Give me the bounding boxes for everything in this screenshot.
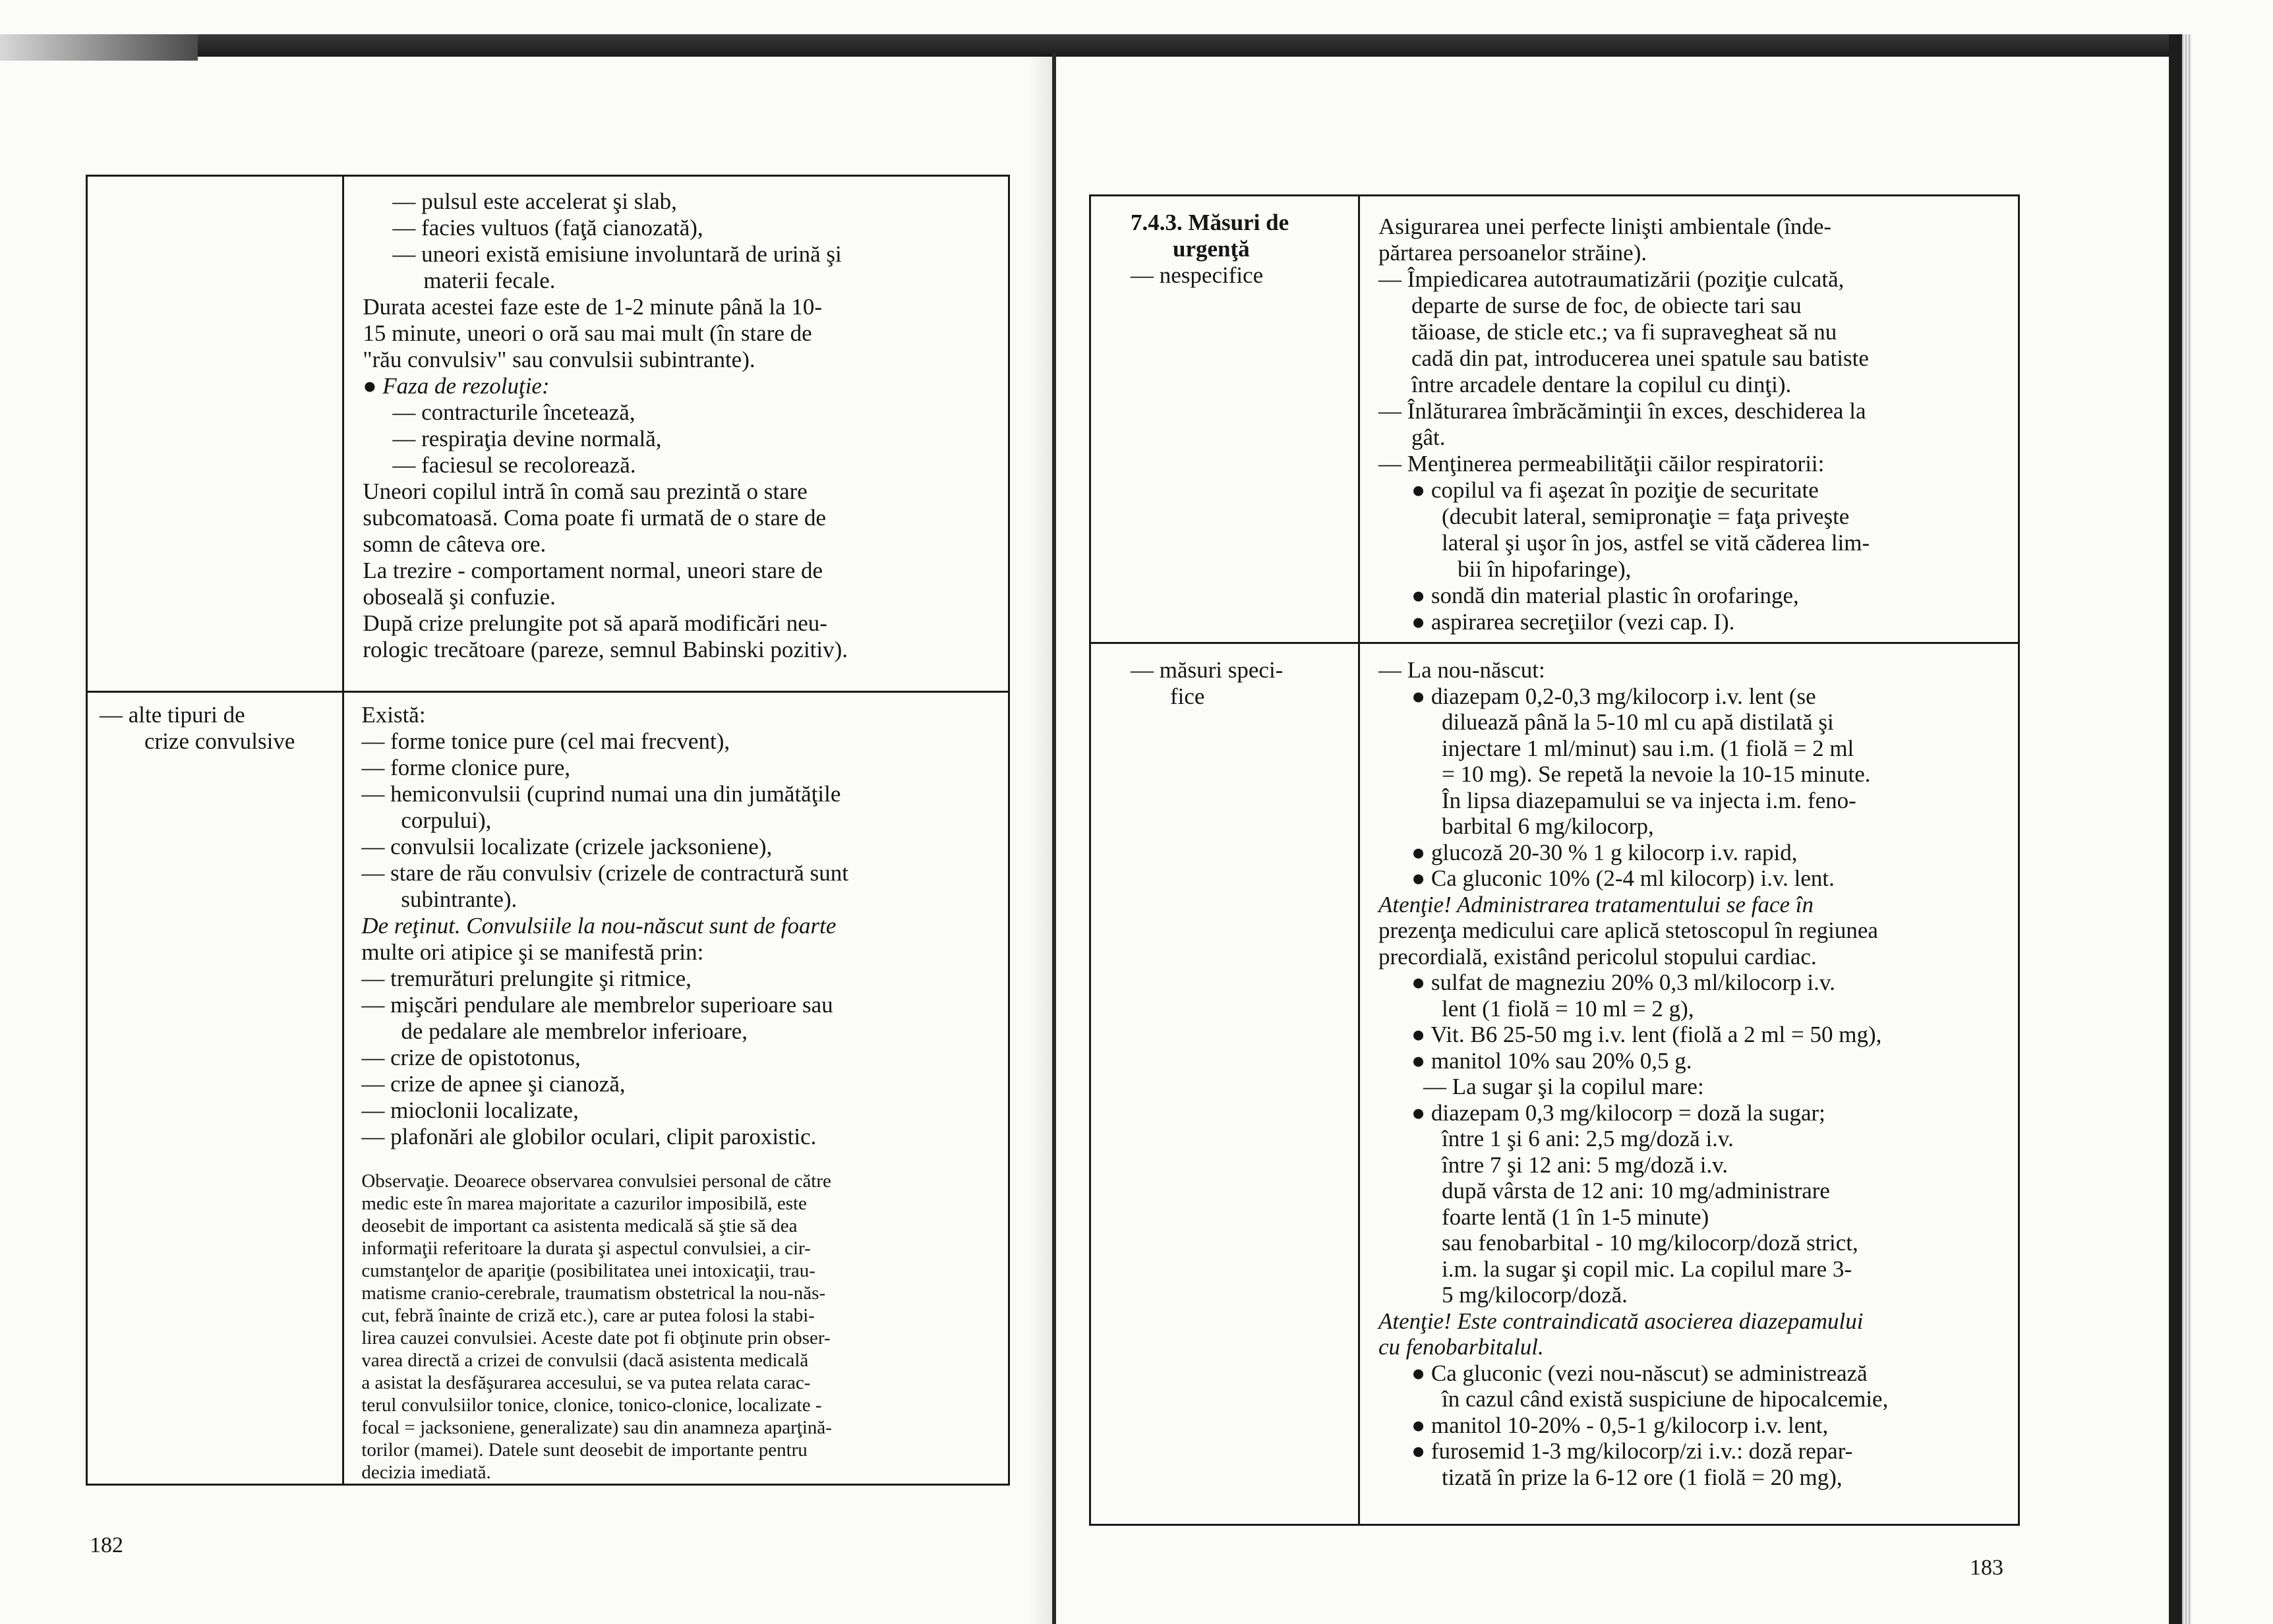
note-line: cumstanţelor de apariţie (posibilitatea unei intoxicaţii, trau- xyxy=(361,1260,815,1281)
text-line: — respiraţia devine normală, xyxy=(392,426,662,451)
page-number: 183 xyxy=(1970,1555,2003,1580)
scan-right-border xyxy=(2169,34,2182,1624)
right-label-cell xyxy=(1090,196,1359,643)
note-line: varea directă a crizei de convulsii (dacă asistenta medicală xyxy=(361,1350,809,1371)
left-page-table xyxy=(86,175,1010,1486)
text-line: Atenţie! Este contraindicată asocierea diazepamului xyxy=(1378,1308,1864,1334)
left-content-cell xyxy=(343,692,1009,1485)
note-line: decizia imediată. xyxy=(361,1462,491,1483)
row-label: — alte tipuri de xyxy=(100,702,245,728)
page-edges xyxy=(2182,34,2191,1624)
text-line: Durata acestei faze este de 1-2 minute până la 10- xyxy=(363,294,823,320)
text-line: ● manitol 10% sau 20% 0,5 g. xyxy=(1411,1047,1692,1074)
row-label: crize convulsive xyxy=(144,728,295,754)
note-line: medic este în marea majoritate a cazurilor imposibilă, este xyxy=(361,1193,807,1214)
text-line: De reţinut. Convulsiile la nou-născut sunt de foarte xyxy=(361,913,837,939)
text-line: 5 mg/kilocorp/doză. xyxy=(1441,1282,1628,1308)
text-line: ● manitol 10-20% - 0,5-1 g/kilocorp i.v. lent, xyxy=(1411,1412,1829,1438)
section-title: urgenţă xyxy=(1173,236,1250,262)
text-line: părtarea persoanelor străine). xyxy=(1378,240,1647,266)
text-line: = 10 mg). Se repetă la nevoie la 10-15 minute. xyxy=(1441,761,1871,787)
text-line: materii fecale. xyxy=(423,268,556,293)
right-row1-text xyxy=(1360,196,2018,635)
text-line: — Înlăturarea îmbrăcăminţii în exces, deschiderea la xyxy=(1378,398,1866,424)
text-line: subintrante). xyxy=(401,886,517,912)
text-line: subcomatoasă. Coma poate fi urmată de o stare de xyxy=(363,505,827,531)
left-content-cell xyxy=(343,176,1009,692)
table-row xyxy=(87,692,1009,1485)
note-line: deosebit de important ca asistenta medicală să ştie să dea xyxy=(361,1215,798,1236)
left-row2-text xyxy=(344,693,1008,1150)
text-line: — forme tonice pure (cel mai frecvent), xyxy=(361,728,730,754)
text-line: în cazul când există suspiciune de hipocalcemie, xyxy=(1441,1386,1889,1412)
text-line: ● glucoză 20-30 % 1 g kilocorp i.v. rapid, xyxy=(1411,839,1798,865)
scan-top-border xyxy=(0,34,2182,57)
text-line: de pedalare ale membrelor inferioare, xyxy=(401,1018,748,1044)
text-line: cu fenobarbitalul. xyxy=(1378,1334,1544,1360)
text-line: — mişcări pendulare ale membrelor superioare sau xyxy=(361,992,833,1018)
book-spine-shadow xyxy=(1028,53,1052,1624)
text-line: bii în hipofaringe), xyxy=(1457,556,1632,582)
text-line: tizată în prize la 6-12 ore (1 fiolă = 20 mg), xyxy=(1441,1464,1843,1490)
text-line: somn de câteva ore. xyxy=(363,531,546,557)
left-label-cell xyxy=(87,692,343,1485)
text-line: sau fenobarbital - 10 mg/kilocorp/doză strict, xyxy=(1441,1230,1858,1256)
note-line: matisme cranio-cerebrale, traumatism obstetrical la nou-năs- xyxy=(361,1283,826,1304)
book-spine xyxy=(1052,53,1056,1624)
text-line: ● Vit. B6 25-50 mg i.v. lent (fiolă a 2 ml = 50 mg), xyxy=(1411,1022,1882,1047)
text-line: ● Ca gluconic 10% (2-4 ml kilocorp) i.v. lent. xyxy=(1411,865,1835,891)
row-label: fice xyxy=(1170,683,1205,709)
section-title: 7.4.3. Măsuri de xyxy=(1131,210,1289,235)
text-line: foarte lentă (1 în 1-5 minute) xyxy=(1441,1204,1709,1230)
text-line: ● aspirarea secreţiilor (vezi cap. I). xyxy=(1411,609,1735,635)
text-line: — plafonări ale globilor oculari, clipit paroxistic. xyxy=(361,1124,817,1149)
section-heading: ● Faza de rezoluţie: xyxy=(363,373,550,399)
text-line: În lipsa diazepamului se va injecta i.m. feno- xyxy=(1441,787,1856,813)
observation-note xyxy=(344,1150,1008,1484)
left-label-cell xyxy=(87,176,343,692)
text-line: între 1 şi 6 ani: 2,5 mg/doză i.v. xyxy=(1441,1126,1734,1151)
text-line: — La sugar şi la copilul mare: xyxy=(1423,1074,1704,1099)
text-line: — Împiedicarea autotraumatizării (poziţie culcată, xyxy=(1378,266,1845,292)
right-label-cell xyxy=(1090,643,1359,1525)
page-number: 182 xyxy=(90,1533,123,1557)
text-line: — uneori există emisiune involuntară de urină şi xyxy=(392,241,842,267)
right-row2-text xyxy=(1360,644,2018,1490)
right-content-cell xyxy=(1359,196,2019,643)
note-line: a asistat la desfăşurarea accesului, se va putea relata carac- xyxy=(361,1372,811,1393)
scan-top-border-fade xyxy=(0,34,198,61)
text-line: — La nou-născut: xyxy=(1378,657,1545,683)
text-line: — contracturile încetează, xyxy=(392,399,635,425)
text-line: precordială, existând pericolul stopului cardiac. xyxy=(1378,943,1817,970)
text-line: — crize de opistotonus, xyxy=(361,1045,581,1070)
text-line: injectare 1 ml/minut) sau i.m. (1 fiolă = 2 ml xyxy=(1441,735,1854,761)
text-line: — hemiconvulsii (cuprind numai una din jumătăţile xyxy=(361,781,841,807)
note-line: informaţii referitoare la durata şi aspectul convulsiei, a cir- xyxy=(361,1238,811,1259)
text-line: ● copilul va fi aşezat în poziţie de securitate xyxy=(1411,477,1819,503)
text-line: lateral şi uşor în jos, astfel se vită căderea lim- xyxy=(1441,530,1870,556)
text-line: corpului), xyxy=(401,807,492,833)
text-line: — facies vultuos (faţă cianozată), xyxy=(392,215,703,241)
text-line: diluează până la 5-10 ml cu apă distilată şi xyxy=(1441,709,1834,735)
text-line: Există: xyxy=(361,702,426,728)
text-line: "rău convulsiv" sau convulsii subintrante). xyxy=(363,347,755,372)
row-label: — măsuri speci- xyxy=(1131,657,1284,683)
text-line: i.m. la sugar şi copil mic. La copilul mare 3- xyxy=(1441,1256,1852,1282)
note-line: focal = jacksoniene, generalizate) sau din anamneza aparţină- xyxy=(361,1417,832,1438)
text-line: ● sondă din material plastic în orofaringe, xyxy=(1411,583,1799,608)
text-line: între 7 şi 12 ani: 5 mg/doză i.v. xyxy=(1441,1151,1728,1178)
text-line: (decubit lateral, semipronaţie = faţa priveşte xyxy=(1441,504,1850,529)
text-line: — pulsul este accelerat şi slab, xyxy=(392,188,677,214)
text-line: — Menţinerea permeabilităţii căilor respiratorii: xyxy=(1378,451,1825,477)
text-line: gât. xyxy=(1411,424,1446,450)
row-label: — nespecifice xyxy=(1131,262,1264,288)
text-line: lent (1 fiolă = 10 ml = 2 g), xyxy=(1441,995,1694,1022)
text-line: ● diazepam 0,3 mg/kilocorp = doză la sugar; xyxy=(1411,1099,1825,1126)
text-line: tăioase, de sticle etc.; va fi supravegheat să nu xyxy=(1411,319,1837,345)
right-page-table xyxy=(1089,194,2020,1526)
text-line: 15 minute, uneori o oră sau mai mult (în stare de xyxy=(363,320,812,346)
text-line: ● Ca gluconic (vezi nou-născut) se administrează xyxy=(1411,1360,1868,1386)
text-line: ● furosemid 1-3 mg/kilocorp/zi i.v.: doză repar- xyxy=(1411,1438,1853,1464)
note-line: cut, febră înainte de criză etc.), care ar putea folosi la stabi- xyxy=(361,1305,815,1326)
text-line: rologic trecătoare (pareze, semnul Babinski pozitiv). xyxy=(363,637,848,662)
text-line: cadă din pat, introducerea unei spatule sau batiste xyxy=(1411,345,1869,371)
text-line: barbital 6 mg/kilocorp, xyxy=(1441,813,1654,839)
note-line: lirea cauzei convulsiei. Aceste date pot fi obţinute prin obser- xyxy=(361,1327,831,1348)
text-line: — crize de apnee şi cianoză, xyxy=(361,1071,626,1097)
text-line: prezenţa medicului care aplică stetoscopul în regiunea xyxy=(1378,917,1878,943)
table-row xyxy=(1090,196,2019,643)
text-line: — mioclonii localizate, xyxy=(361,1097,579,1123)
text-line: După crize prelungite pot să apară modificări neu- xyxy=(363,610,827,636)
note-line: Observaţie. Deoarece observarea convulsiei personal de către xyxy=(361,1171,831,1192)
text-line: — convulsii localizate (crizele jacksoniene), xyxy=(361,834,773,859)
text-line: ● diazepam 0,2-0,3 mg/kilocorp i.v. lent (se xyxy=(1411,683,1816,709)
table-row xyxy=(1090,643,2019,1525)
text-line: — stare de rău convulsiv (crizele de contractură sunt xyxy=(361,860,848,886)
text-line: Atenţie! Administrarea tratamentului se face în xyxy=(1378,891,1814,917)
right-content-cell xyxy=(1359,643,2019,1525)
text-line: după vârsta de 12 ani: 10 mg/administrare xyxy=(1441,1178,1830,1204)
text-line: oboseală şi confuzie. xyxy=(363,584,556,610)
text-line: multe ori atipice şi se manifestă prin: xyxy=(361,939,704,965)
text-line: departe de surse de foc, de obiecte tari sau xyxy=(1411,293,1802,318)
text-line: — forme clonice pure, xyxy=(361,755,571,780)
text-line: — tremurături prelungite şi ritmice, xyxy=(361,966,692,991)
left-row1-text xyxy=(344,177,1008,663)
table-row xyxy=(87,176,1009,692)
text-line: Uneori copilul intră în comă sau prezintă o stare xyxy=(363,478,808,504)
text-line: La trezire - comportament normal, uneori stare de xyxy=(363,558,823,583)
text-line: ● sulfat de magneziu 20% 0,3 ml/kilocorp i.v. xyxy=(1411,970,1835,995)
text-line: Asigurarea unei perfecte linişti ambientale (înde- xyxy=(1378,214,1832,239)
note-line: torilor (mamei). Datele sunt deosebit de importante pentru xyxy=(361,1439,808,1461)
text-line: — faciesul se recolorează. xyxy=(392,452,636,478)
note-line: terul convulsiilor tonice, clonice, tonico-clonice, localizate - xyxy=(361,1395,822,1416)
text-line: între arcadele dentare la copilul cu dinţi). xyxy=(1411,372,1792,397)
